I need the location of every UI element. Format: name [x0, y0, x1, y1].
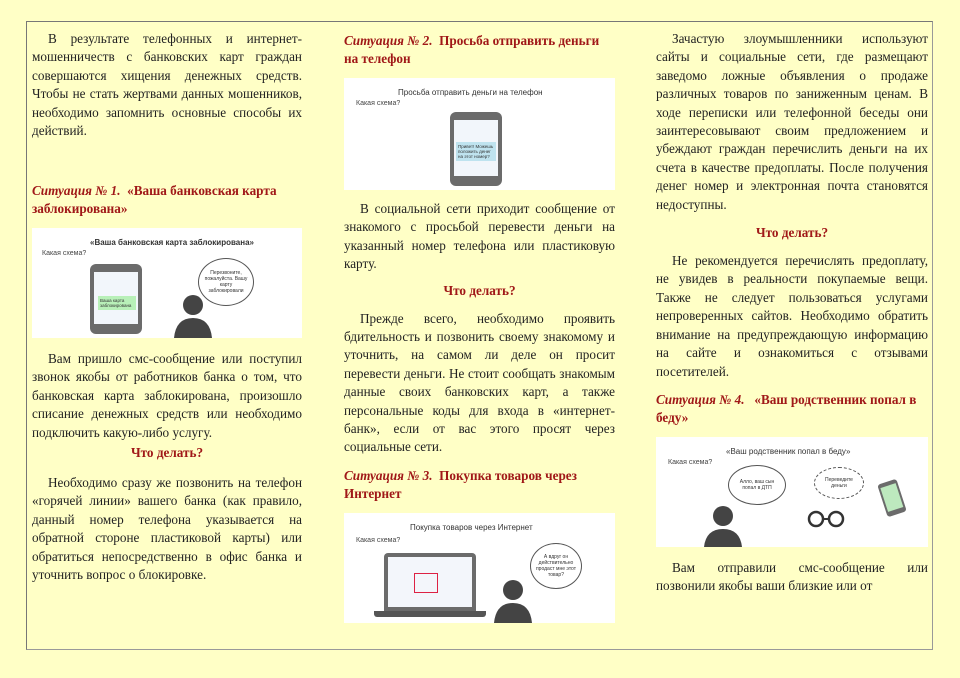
situation-3-heading [344, 467, 615, 503]
speech-bubble: Алло, ваш сын попал в ДТП [728, 465, 786, 505]
situation-1-title: «Ваша банковская карта заблокирована» [32, 183, 277, 216]
column-3 [656, 30, 928, 596]
situation-1-what-to-do: Что делать? [130, 445, 204, 461]
illustration-subtitle: Какая схема? [668, 458, 713, 466]
situation-2-heading [344, 32, 615, 68]
person-icon [702, 503, 744, 547]
handcuffs-icon [806, 507, 846, 531]
situation-2-title: Просьба отправить деньги на телефон [344, 33, 600, 66]
laptop-image [384, 553, 476, 611]
phone-image [877, 479, 907, 518]
situation-3-title: Покупка товаров через Интернет [344, 467, 577, 501]
person-icon [172, 292, 214, 338]
situation-3-number: Ситуация № 3. [344, 467, 433, 483]
situation-1-number: Ситуация № 1. [32, 183, 121, 198]
sms-message: Ваша карта заблокирована [98, 296, 136, 310]
situation-2-text: В социальной сети приходит сообщение от знакомого с просьбой перевести деньги на указанный номер телефона или пластиковую карту. [344, 201, 615, 272]
illustration-title: «Ваш родственник попал в беду» [726, 446, 851, 456]
situation-4-title: «Ваш родственник попал в беду» [656, 391, 917, 425]
column-1 [32, 30, 302, 584]
situation-3-advice: Не рекомендуется перечислять предоплату, не увидев в реальности покупаемые вещи. Также не следует пользоваться услугами непроверенных сайтов. Необходимо обратить внимание на предупреждающую информацию на сайте и ознакомиться с отзывами посетителей. [656, 253, 928, 379]
illustration-card-blocked [32, 228, 302, 338]
column-2 [344, 30, 615, 623]
illustration-subtitle: Какая схема? [42, 250, 87, 257]
illustration-subtitle: Какая схема? [356, 536, 401, 544]
situation-3-what-to-do: Что делать? [755, 225, 829, 241]
situation-4-text: Вам отправили смс-сообщение или позвонили якобы ваши близкие или от [656, 559, 928, 594]
situation-2-number: Ситуация № 2. [344, 33, 433, 48]
speech-bubble: А вдруг он действительно продаст мне этот товар? [530, 543, 582, 589]
situation-1-text: Вам пришло смс-сообщение или поступил звонок якобы от работников банка о том, что банковская карта заблокирована, произошло списание денежных средств или необходимо подключить какую-либо услугу. [32, 351, 302, 440]
illustration-subtitle: Какая схема? [356, 100, 401, 107]
person-icon [492, 577, 534, 623]
illustration-online-shopping [344, 513, 615, 623]
illustration-title: Просьба отправить деньги на телефон [398, 88, 543, 97]
illustration-money-phone [344, 78, 615, 190]
situation-1-heading [32, 182, 302, 218]
illustration-title: «Ваша банковская карта заблокирована» [90, 238, 254, 247]
situation-3-text: Зачастую злоумышленники используют сайты и социальные сети, где размещают заведомо ложные объявления о продаже различных товаров по заниженным ценам. В ходе переписки или телефонной беседы они заинтересовывают своим предложением и убеждают граждан перечислить деньги на их счета в качестве предоплаты. После получения денег номер и электронная почта становятся недоступны. [656, 31, 928, 212]
situation-4-heading [656, 391, 928, 427]
speech-bubble-2: Переведите деньги [814, 467, 864, 499]
situation-2-advice: Прежде всего, необходимо проявить бдительность и позвонить своему знакомому и уточнить, на самом ли деле он просит перевести деньги. Не стоит сообщать знакомым данные своих банковских карт, а также персональные коды для входа в «интернет-банк», если от вас этого просят через социальные сети. [344, 310, 615, 455]
illustration-title: Покупка товаров через Интернет [410, 522, 533, 532]
intro-text: В результате телефонных и интернет-мошенничеств с банковских карт граждан совершаются хищения денежных средств. Чтобы не стать жертвами данных мошенников, необходимо запомнить основные способы их действий. [32, 31, 302, 139]
illustration-relative-trouble [656, 437, 928, 547]
sms-message: Привет! Можешь положить денег на этот номер? [456, 142, 496, 161]
laptop-base [374, 611, 486, 617]
speech-bubble: Перезвоните, пожалуйста. Вашу карту заблокировали [198, 258, 254, 306]
situation-2-what-to-do: Что делать? [443, 282, 516, 298]
situation-1-advice: Необходимо сразу же позвонить на телефон «горячей линии» вашего банка (как правило, данный номер телефона указывается на обратной стороне пластиковой карты) или обратиться непосредственно в офис банка и уточнить вопрос о блокировке. [32, 475, 302, 583]
situation-4-number: Ситуация № 4. [656, 391, 745, 407]
